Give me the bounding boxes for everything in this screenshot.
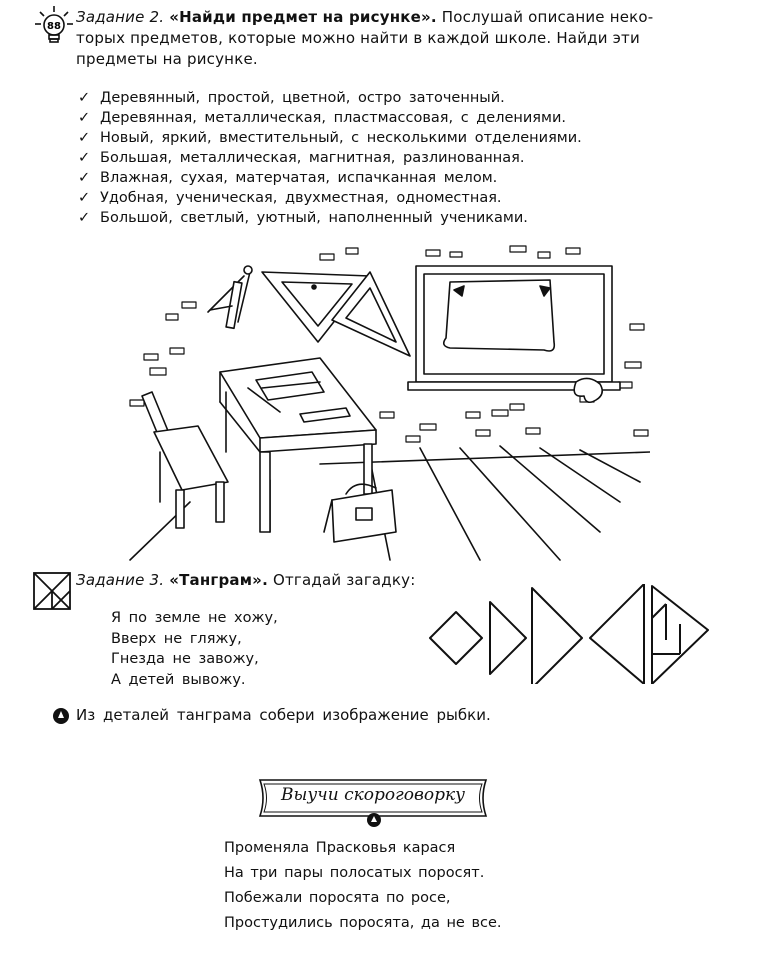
task2-intro-1: Послушай описание неко- <box>441 8 654 26</box>
task2-label: Задание 2. <box>76 8 165 26</box>
task3-header <box>76 570 415 591</box>
description-list <box>78 88 582 228</box>
riddle-line: А детей вывожу. <box>111 671 246 688</box>
check-icon: ✓ <box>78 130 91 146</box>
check-icon: ✓ <box>78 190 91 206</box>
task4-instruction: Из деталей танграма собери изображение рыбки. <box>76 706 491 724</box>
task3-instruction: Отгадай загадку: <box>272 571 416 589</box>
lightbulb-icon <box>32 4 76 48</box>
bullet-icon <box>52 707 70 725</box>
list-item: ✓ Большая, металлическая, магнитная, разлинованная. <box>78 150 525 166</box>
check-icon: ✓ <box>78 170 91 186</box>
task2-title: «Найди предмет на рисунке». <box>169 8 437 26</box>
tongue-twister-line: На три пары полосатых поросят. <box>224 865 485 881</box>
list-item: ✓ Деревянный, простой, цветной, остро заточенный. <box>78 90 505 106</box>
check-icon: ✓ <box>78 210 91 226</box>
task3-title: «Танграм». <box>169 571 268 589</box>
riddle-line: Я по земле не хожу, <box>111 610 278 626</box>
task2-header <box>76 7 736 28</box>
tongue-twister-line: Променяла Прасковья карася <box>224 840 456 856</box>
riddle-line: Вверх не гляжу, <box>111 630 242 647</box>
riddle-line: Гнезда не завожу, <box>111 651 259 667</box>
banner-title: Выучи скороговорку <box>280 785 465 805</box>
list-item: ✓ Большой, светлый, уютный, наполненный учениками. <box>78 210 528 226</box>
list-item: ✓ Удобная, ученическая, двухместная, одноместная. <box>78 190 502 206</box>
tongue-twister-line: Побежали поросята по росе, <box>224 890 451 906</box>
tangram-icon <box>32 571 72 611</box>
tongue-twister <box>224 836 502 936</box>
riddle <box>111 608 278 690</box>
classroom-illustration <box>120 232 650 562</box>
check-icon: ✓ <box>78 150 91 166</box>
task3-label: Задание 3. <box>76 571 165 589</box>
task2-intro-3: предметы на рисунке. <box>76 50 258 68</box>
blackboard <box>408 266 620 402</box>
bullet-icon <box>366 812 382 828</box>
task2-intro-2: торых предметов, которые можно найти в каждой школе. Найди эти <box>76 29 640 47</box>
tongue-twister-line: Простудились поросята, да не все. <box>224 915 502 931</box>
tangram-shapes <box>428 584 714 684</box>
backpack <box>324 484 396 542</box>
svg-text:88: 88 <box>47 21 61 32</box>
list-item: ✓ Новый, яркий, вместительный, с несколькими отделениями. <box>78 130 582 146</box>
list-item: ✓ Деревянная, металлическая, пластмассовая, с делениями. <box>78 110 567 126</box>
list-item: ✓ Влажная, сухая, матерчатая, испачканная мелом. <box>78 170 498 186</box>
check-icon: ✓ <box>78 90 91 106</box>
check-icon: ✓ <box>78 110 91 126</box>
compass <box>208 266 252 328</box>
